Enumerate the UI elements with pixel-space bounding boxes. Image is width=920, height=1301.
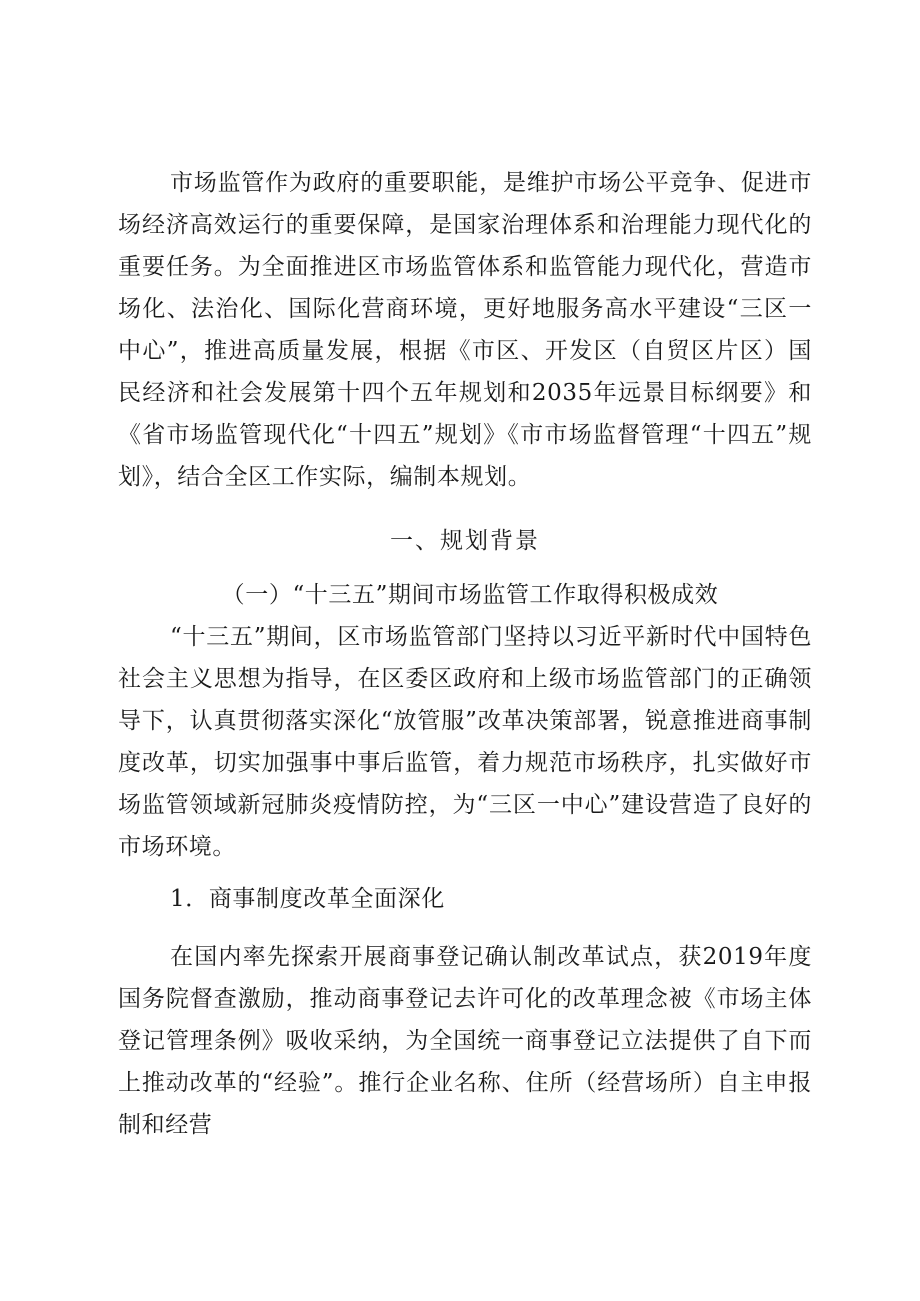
document-body — [118, 162, 812, 1146]
item-paragraph: 在国内率先探索开展商事登记确认制改革试点，获2019年度国务院督查激励，推动商事登记去许可化的改革理念被《市场主体登记管理条例》吸收采纳，为全国统一商事登记立法提供了自下而上推动改革的“经验”。推行企业名称、住所（经营场所）自主申报制和经营 — [118, 944, 812, 1138]
intro-paragraph: 市场监管作为政府的重要职能，是维护市场公平竞争、促进市场经济高效运行的重要保障，是国家治理体系和治理能力现代化的重要任务。为全面推进区市场监管体系和监管能力现代化，营造市场化、法治化、国际化营商环境，更好地服务高水平建设“三区一中心”，推进高质量发展，根据《市区、开发区（自贸区片区）国民经济和社会发展第十四个五年规划和2035年远景目标纲要》和《省市场监管现代化“十四五”规划》《市市场监督管理“十四五”规划》，结合全区工作实际，编制本规划。 — [118, 170, 812, 490]
section-heading: 一、规划背景 — [390, 528, 540, 554]
item-heading: 1．商事制度改革全面深化 — [170, 886, 445, 912]
subsection-heading: （一）“十三五”期间市场监管工作取得积极成效 — [221, 582, 719, 608]
subsection-paragraph: “十三五”期间，区市场监管部门坚持以习近平新时代中国特色社会主义思想为指导，在区委区政府和上级市场监管部门的正确领导下，认真贯彻落实深化“放管服”改革决策部署，锐意推进商事制度改革，切实加强事中事后监管，着力规范市场秩序，扎实做好市场监管领域新冠肺炎疫情防控，为“三区一中心”建设营造了良好的市场环境。 — [118, 624, 812, 860]
